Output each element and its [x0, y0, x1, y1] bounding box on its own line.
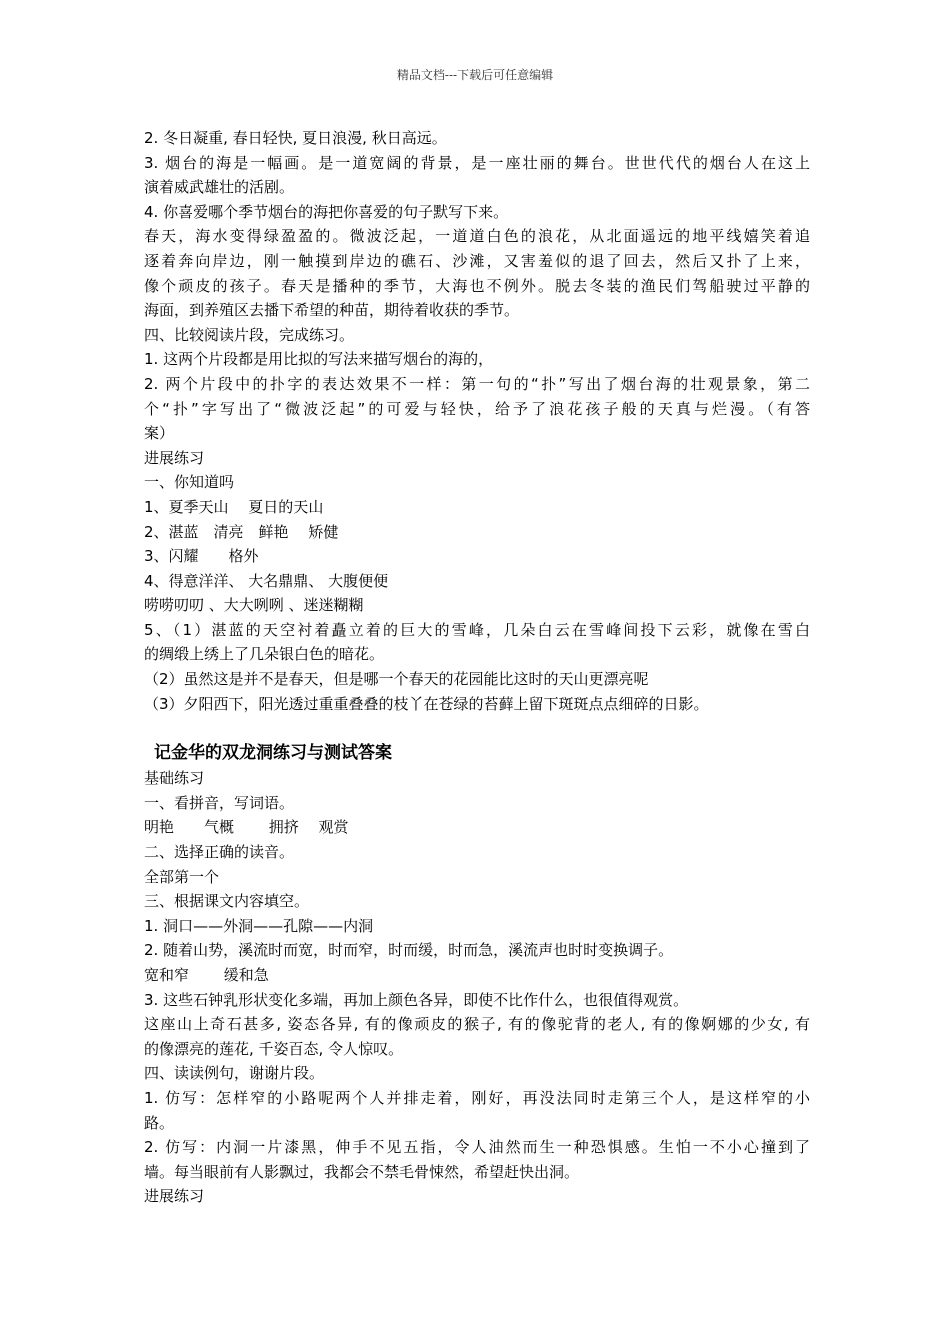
section-yantai-answers [144, 126, 810, 716]
text-line: 2. 随着山势，溪流时而宽，时而窄，时而缓，时而急，溪流声也时时变换调子。 [144, 941, 674, 960]
text-line: 宽和窄 缓和急 [144, 966, 269, 984]
section-heading: 二、选择正确的读音。 [144, 843, 295, 862]
section-heading: 四、读读例句，谢谢片段。 [144, 1064, 325, 1083]
text-line: 逐着奔向岸边，刚一触摸到岸边的礁石、沙滩，又害羞似的退了回去，然后又扑了上来， [144, 251, 810, 270]
text-line: 路。 [144, 1113, 175, 1132]
text-line: 个“扑”字写出了“微波泛起”的可爱与轻快，给予了浪花孩子般的天真与烂漫。（有答 [144, 399, 810, 418]
section-heading: 一、看拼音，写词语。 [144, 793, 295, 812]
text-line: 这座山上奇石甚多, 姿态各异, 有的像顽皮的猴子, 有的像驼背的老人, 有的像婀娜的少女, 有 [144, 1015, 810, 1034]
section-heading: 一、你知道吗 [144, 473, 235, 492]
text-line: 1. 仿写：怎样窄的小路呢两个人并排走着，刚好，再没法同时走第三个人，是这样窄的小 [144, 1088, 810, 1107]
text-line: 2. 两个片段中的扑字的表达效果不一样：第一句的“扑”写出了烟台海的壮观景象，第二 [144, 374, 810, 393]
text-line: 4. 你喜爱哪个季节烟台的海把你喜爱的句子默写下来。 [144, 202, 509, 221]
text-line: 3. 这些石钟乳形状变化多端，再加上颜色各异，即使不比作什么，也很值得观赏。 [144, 990, 689, 1009]
section-heading: 三、根据课文内容填空。 [144, 892, 310, 911]
text-line: 3. 烟台的海是一幅画。是一道宽阔的背景，是一座壮丽的舞台。世世代代的烟台人在这上 [144, 153, 810, 172]
text-line: 案） [144, 424, 175, 443]
text-line: 明艳 气概 拥挤 观赏 [144, 818, 349, 837]
section-title: 记金华的双龙洞练习与测试答案 [154, 743, 392, 764]
text-line: 3、闪耀 格外 [144, 547, 259, 566]
section-heading: 进展练习 [144, 1187, 205, 1206]
text-line: 2. 冬日凝重, 春日轻快, 夏日浪漫, 秋日高远。 [144, 129, 447, 147]
text-line: 海面，到养殖区去播下希望的种苗，期待着收获的季节。 [144, 301, 520, 320]
text-line: （2）虽然这是并不是春天，但是哪一个春天的花园能比这时的天山更漂亮呢 [144, 670, 649, 689]
text-line: 1. 洞口——外洞——孔隙——内洞 [144, 916, 374, 935]
text-line: 像个顽皮的孩子。春天是播种的季节，大海也不例外。脱去冬装的渔民们驾船驶过平静的 [144, 276, 810, 295]
text-line: 春天，海水变得绿盈盈的。微波泛起，一道道白色的浪花，从北面遥远的地平线嬉笑着追 [144, 227, 810, 246]
text-line: 2. 仿写：内洞一片漆黑，伸手不见五指，令人油然而生一种恐惧感。生怕一不小心撞到了 [144, 1138, 810, 1157]
text-line: 墙。每当眼前有人影飘过，我都会不禁毛骨悚然，希望赶快出洞。 [144, 1162, 580, 1181]
text-line: 1. 这两个片段都是用比拟的写法来描写烟台的海的， [144, 350, 494, 369]
text-line: 演着威武雄壮的活剧。 [144, 178, 295, 197]
text-line: 1、夏季天山 夏日的天山 [144, 497, 324, 516]
text-line: 2、湛蓝 清亮 鲜艳 矫健 [144, 522, 339, 541]
text-line: 的绸缎上绣上了几朵银白色的暗花。 [144, 645, 385, 664]
section-heading: 四、比较阅读片段，完成练习。 [144, 325, 355, 344]
document-body [144, 126, 810, 1209]
section-heading: 进展练习 [144, 448, 205, 467]
section-heading: 基础练习 [144, 769, 205, 788]
page-header: 精品文档---下载后可任意编辑 [396, 68, 554, 82]
text-line: 唠唠叨叨 、大大咧咧 、迷迷糊糊 [144, 596, 364, 615]
text-line: 的像漂亮的莲花, 千姿百态, 令人惊叹。 [144, 1039, 404, 1058]
section-shuanglong-cave [144, 740, 810, 1209]
text-line: 5、（1）湛蓝的天空衬着矗立着的巨大的雪峰，几朵白云在雪峰间投下云彩，就像在雪白 [144, 620, 810, 639]
text-line: （3）夕阳西下，阳光透过重重叠叠的枝丫在苍绿的苔藓上留下斑斑点点细碎的日影。 [144, 694, 709, 713]
text-line: 全部第一个 [144, 867, 220, 886]
text-line: 4、得意洋洋、 大名鼎鼎、 大腹便便 [144, 571, 389, 590]
